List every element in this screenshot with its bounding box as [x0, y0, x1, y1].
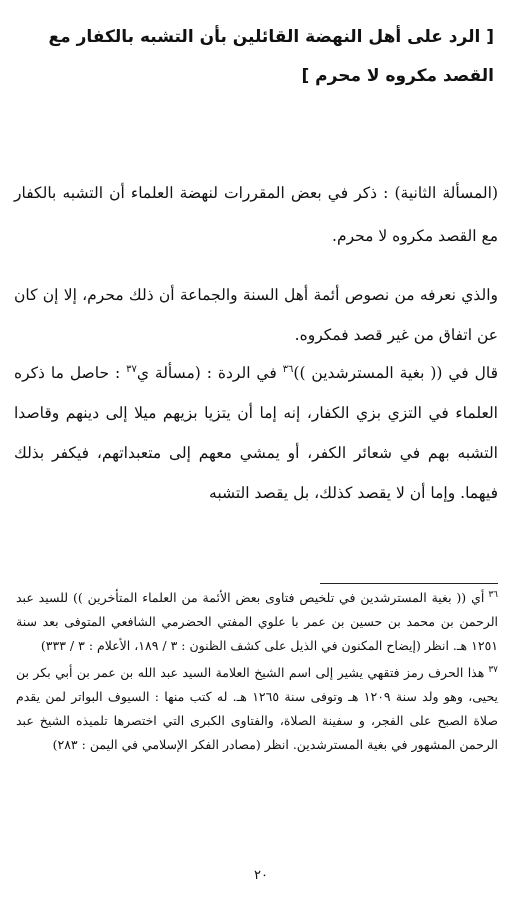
paragraph-3-body: : حاصل ما ذكره العلماء في التزي بزي الكفار، إنه إما أن يتزيا بزيهم ميلا إلى دينهم وقاصدا التشبه بهم في شعائر الكفر، أو يمشي معهم إلى متعبداتهم، فيكفر بذلك فيهما. وإما أن لا يقصد كذلك، بل يقصد التشبه [14, 364, 498, 502]
footnote-number: ٣٦ [488, 589, 498, 600]
footnote-text: هذا الحرف رمز فتقهي يشير إلى اسم الشيخ العلامة السيد عبد الله بن عمر بن أبي بكر بن يحيى، وهو ولد سنة ١٢٠٩ هـ وتوفى سنة ١٢٦٥ هـ. له كتب منها : السيوف البواتر لمن يقدم صلاة الصبح على الفجر، و سفينة الصلاة، والفتاوى الكبرى التي اختصرها تلميذه الشيخ عبد الرحمن المشهور في بغية المسترشدين. انظر (مصادر الفكر الإسلامي في اليمن : ٢٨٣) [16, 665, 498, 752]
paragraph-3-mid: في الردة : (مسألة ي [136, 364, 283, 382]
section-title: [ الرد على أهل النهضة القائلين بأن التشبه بالكفار مع القصد مكروه لا محرم ] [48, 27, 494, 86]
paragraph-2: والذي نعرفه من نصوص أئمة أهل السنة والجماعة أن ذلك محرم، إلا إن كان عن اتفاق من غير قصد فمكروه. [14, 286, 498, 344]
footnote-number: ٣٧ [488, 664, 498, 675]
footnotes [16, 586, 498, 760]
footnote-text: أي (( بغية المسترشدين في تلخيص فتاوى بعض الأئمة من العلماء المتأخرين )) للسيد عبد الرحمن بن محمد بن حسين بن عمر با علوي المفتي الحضرمي الشافعي المتوفى بعد سنة ١٢٥١ هـ. انظر (إيضاح المكنون في الذيل على كشف الظنون : ٣ / ١٨٩، الأعلام : ٣ / ٣٣٣) [16, 590, 498, 653]
footnote-37 [16, 661, 498, 757]
footnote-36 [16, 586, 498, 658]
paragraph-1: (المسألة الثانية) : ذكر في بعض المقررات لنهضة العلماء أن التشبه بالكفار مع القصد مكروه لا محرم. [14, 184, 498, 245]
paragraph-3-intro: قال في (( بغية المسترشدين )) [293, 364, 498, 382]
footnote-separator [320, 583, 498, 584]
page-number: ٢٠ [254, 868, 268, 883]
footnote-ref-37[interactable]: ٣٧ [126, 363, 137, 375]
footnote-ref-36[interactable]: ٣٦ [282, 363, 294, 375]
paragraph-3 [14, 353, 498, 513]
